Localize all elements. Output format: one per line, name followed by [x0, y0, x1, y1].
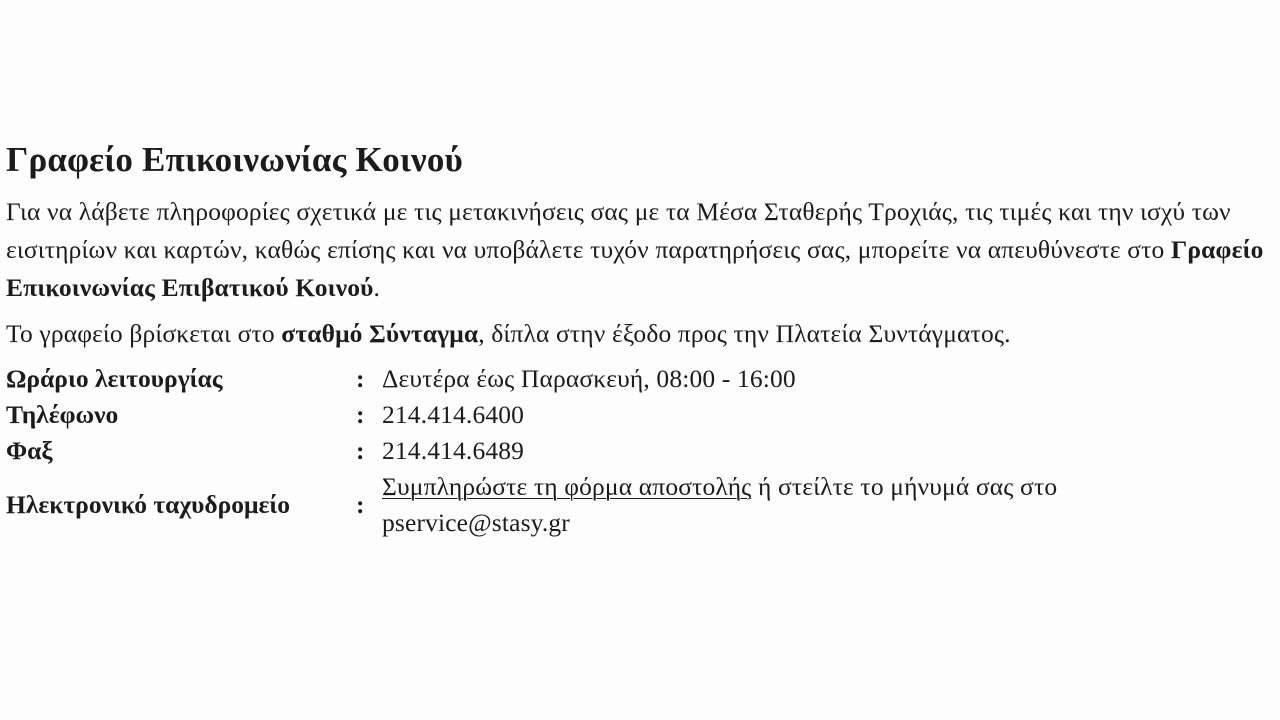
- phone-colon: :: [356, 400, 365, 429]
- email-colon: :: [356, 490, 365, 519]
- phone-label: Τηλέφωνο: [6, 400, 119, 429]
- email-row: [6, 469, 1268, 541]
- fax-value: 214.414.6489: [382, 436, 525, 465]
- document: [6, 136, 1268, 541]
- fax-label: Φαξ: [6, 436, 53, 465]
- contact-form-link[interactable]: Συμπληρώστε τη φόρμα αποστολής: [382, 472, 752, 501]
- location-text: Το γραφείο βρίσκεται στο: [6, 319, 282, 348]
- page-title: Γραφείο Επικοινωνίας Κοινού: [6, 140, 463, 179]
- email-label: Ηλεκτρονικό ταχυδρομείο: [6, 490, 291, 519]
- email-value: [382, 469, 1268, 541]
- hours-colon: :: [356, 364, 365, 393]
- hours-label: Ωράριο λειτουργίας: [6, 364, 223, 393]
- hours-value: Δευτέρα έως Παρασκευή, 08:00 - 16:00: [382, 364, 796, 393]
- hours-row: [6, 361, 1268, 397]
- intro-paragraph: [6, 193, 1268, 307]
- phone-row: [6, 397, 1268, 433]
- phone-value: 214.414.6400: [382, 400, 525, 429]
- contact-info: [6, 361, 1268, 541]
- fax-colon: :: [356, 436, 365, 465]
- location-text-end: , δίπλα στην έξοδο προς την Πλατεία Συντάγματος.: [478, 319, 1011, 348]
- intro-text: Για να λάβετε πληροφορίες σχετικά με τις μετακινήσεις σας με τα Μέσα Σταθερής Τροχιάς, τις τιμές και την ισχύ των εισιτηρίων και καρτών, καθώς επίσης και να υποβάλετε τυχόν παρατηρήσεις σας, μπορείτε να απευθύνεστε στο: [6, 197, 1231, 264]
- fax-row: [6, 433, 1268, 469]
- location-station: σταθμό Σύνταγμα: [281, 319, 479, 348]
- intro-office-name: Γραφείο Επικοινωνίας Επιβατικού Κοινού: [6, 235, 1264, 302]
- location-paragraph: [6, 315, 1268, 353]
- email-address[interactable]: pservice@stasy.gr: [382, 508, 570, 537]
- email-text: ή στείλτε το μήνυμά σας στο: [751, 472, 1058, 501]
- intro-text-end: .: [373, 273, 381, 302]
